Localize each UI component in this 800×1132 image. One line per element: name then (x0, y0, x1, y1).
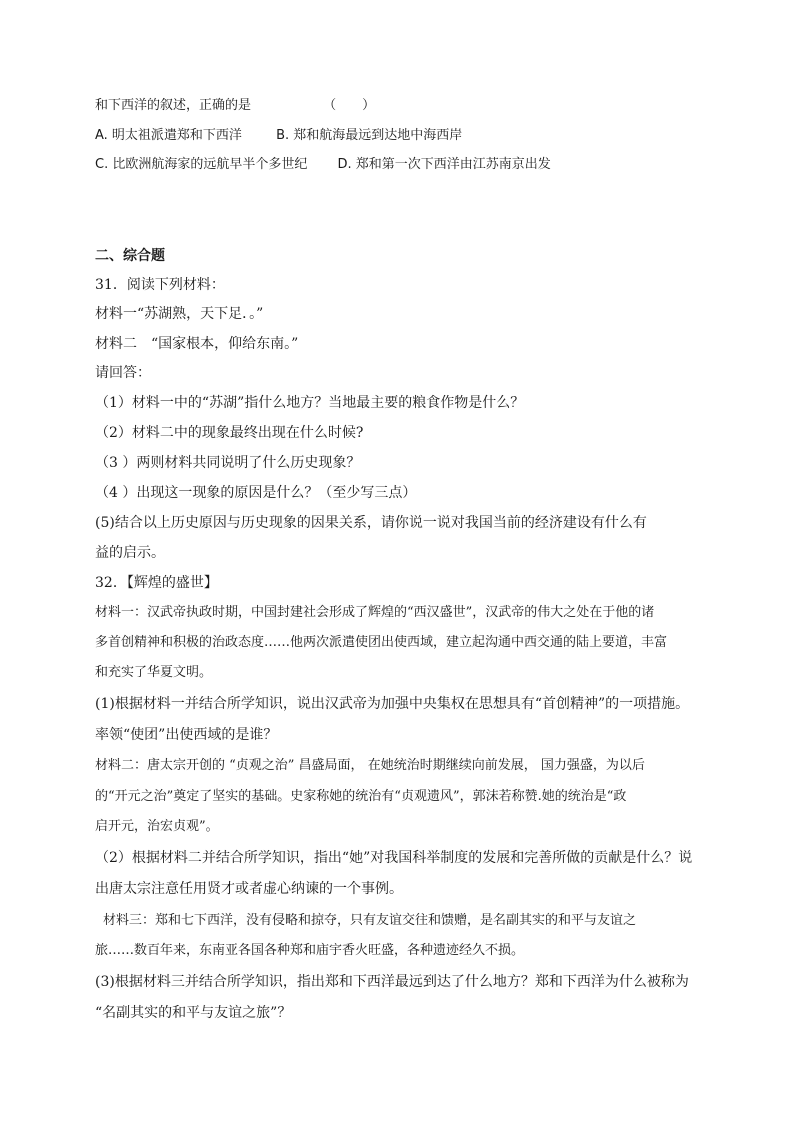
q31-ask: 请回答： (95, 365, 151, 381)
q31-sub-3: （3 ）两则材料共同说明了什么历史现象？ (95, 455, 361, 471)
q31-sub-5-line-2: 益的启示。 (95, 545, 165, 561)
q32-material-2-line-1: 材料二：唐太宗开创的 “贞观之治” 昌盛局面， 在她统治时期继续向前发展， 国力强盛，为以后 (95, 758, 645, 773)
q31-material-2: 材料二 “国家根本，仰给东南。” (95, 336, 299, 352)
q30-stem (95, 98, 375, 114)
q30-option-d: D. 郑和第一次下西洋由江苏南京出发 (337, 157, 551, 172)
q32-question-3-line-2: “名副其实的和平与友谊之旅”？ (95, 1005, 292, 1021)
q30-answer-paren: （ ） (323, 98, 376, 113)
q30-options-row-2 (95, 157, 551, 173)
q32-material-3-line-1: 材料三：郑和七下西洋，没有侵略和掠夺，只有友谊交往和馈赠，是名副其实的和平与友谊之 (103, 913, 637, 928)
q30-option-b: B. 郑和航海最远到达地中海西岸 (276, 128, 463, 143)
q32-material-2-line-2: 的“开元之治”奠定了坚实的基础。史家称她的统治有“贞观遗风”，郭沫若称赞.她的统治是“政 (95, 789, 627, 804)
q32-material-2-line-3: 启开元，治宏贞观”。 (95, 819, 219, 834)
q31-sub-2: （2）材料二中的现象最终出现在什么时候? (95, 425, 364, 441)
q32-question-2-line-2: 出唐太宗注意任用贤才或者虚心纳谏的一个事例。 (95, 881, 403, 897)
q32-material-1-line-2: 多首创精神和积极的治政态度……他两次派遣使团出使西域，建立起沟通中西交通的陆上要道，丰富 (95, 635, 668, 650)
q32-question-3-line-1: (3)根据材料三并结合所学知识，指出郑和下西洋最远到达了什么地方？郑和下西洋为什么被称为 (95, 974, 689, 990)
q31-sub-5-line-1: (5)结合以上历史原因与历史现象的因果关系，请你说一说对我国当前的经济建设有什么有 (95, 515, 647, 531)
q32-question-1-line-2: 率领“使团”出使西域的是谁？ (95, 727, 278, 743)
q32-material-1-line-1: 材料一：汉武帝执政时期，中国封建社会形成了辉煌的“西汉盛世”，汉武帝的伟大之处在于他的诸 (95, 605, 655, 620)
q30-option-a: A. 明太祖派遣郑和下西洋 (95, 128, 242, 143)
section-heading: 二、综合题 (95, 248, 165, 264)
q31-material-1: 材料一“苏湖熟，天下足．。” (95, 306, 264, 322)
q32-material-3-line-2: 旅……数百年来，东南亚各国各种郑和庙宇香火旺盛，各种遗迹经久不损。 (95, 943, 525, 958)
q32-question-2-line-1: （2）根据材料二并结合所学知识，指出“她”对我国科举制度的发展和完善所做的贡献是什么？说 (95, 850, 693, 866)
q31-sub-1: （1）材料一中的“苏湖”指什么地方？当地最主要的粮食作物是什么？ (95, 395, 525, 411)
q30-options-row-1 (95, 128, 462, 144)
q30-option-c: C. 比欧洲航海家的远航早半个多世纪 (95, 157, 308, 172)
q32-title: 32．【辉煌的盛世】 (95, 575, 218, 591)
q32-material-1-line-3: 和充实了华夏文明。 (95, 665, 213, 680)
q32-question-1-line-1: (1)根据材料一并结合所学知识，说出汉武帝为加强中央集权在思想具有“首创精神”的一项措施。 (95, 696, 690, 712)
q31-title: 31．阅读下列材料： (95, 277, 225, 293)
q31-sub-4: （4 ）出现这一现象的原因是什么？（至少写三点） (95, 485, 417, 501)
q30-stem-text: 和下西洋的叙述，正确的是 (95, 98, 252, 113)
